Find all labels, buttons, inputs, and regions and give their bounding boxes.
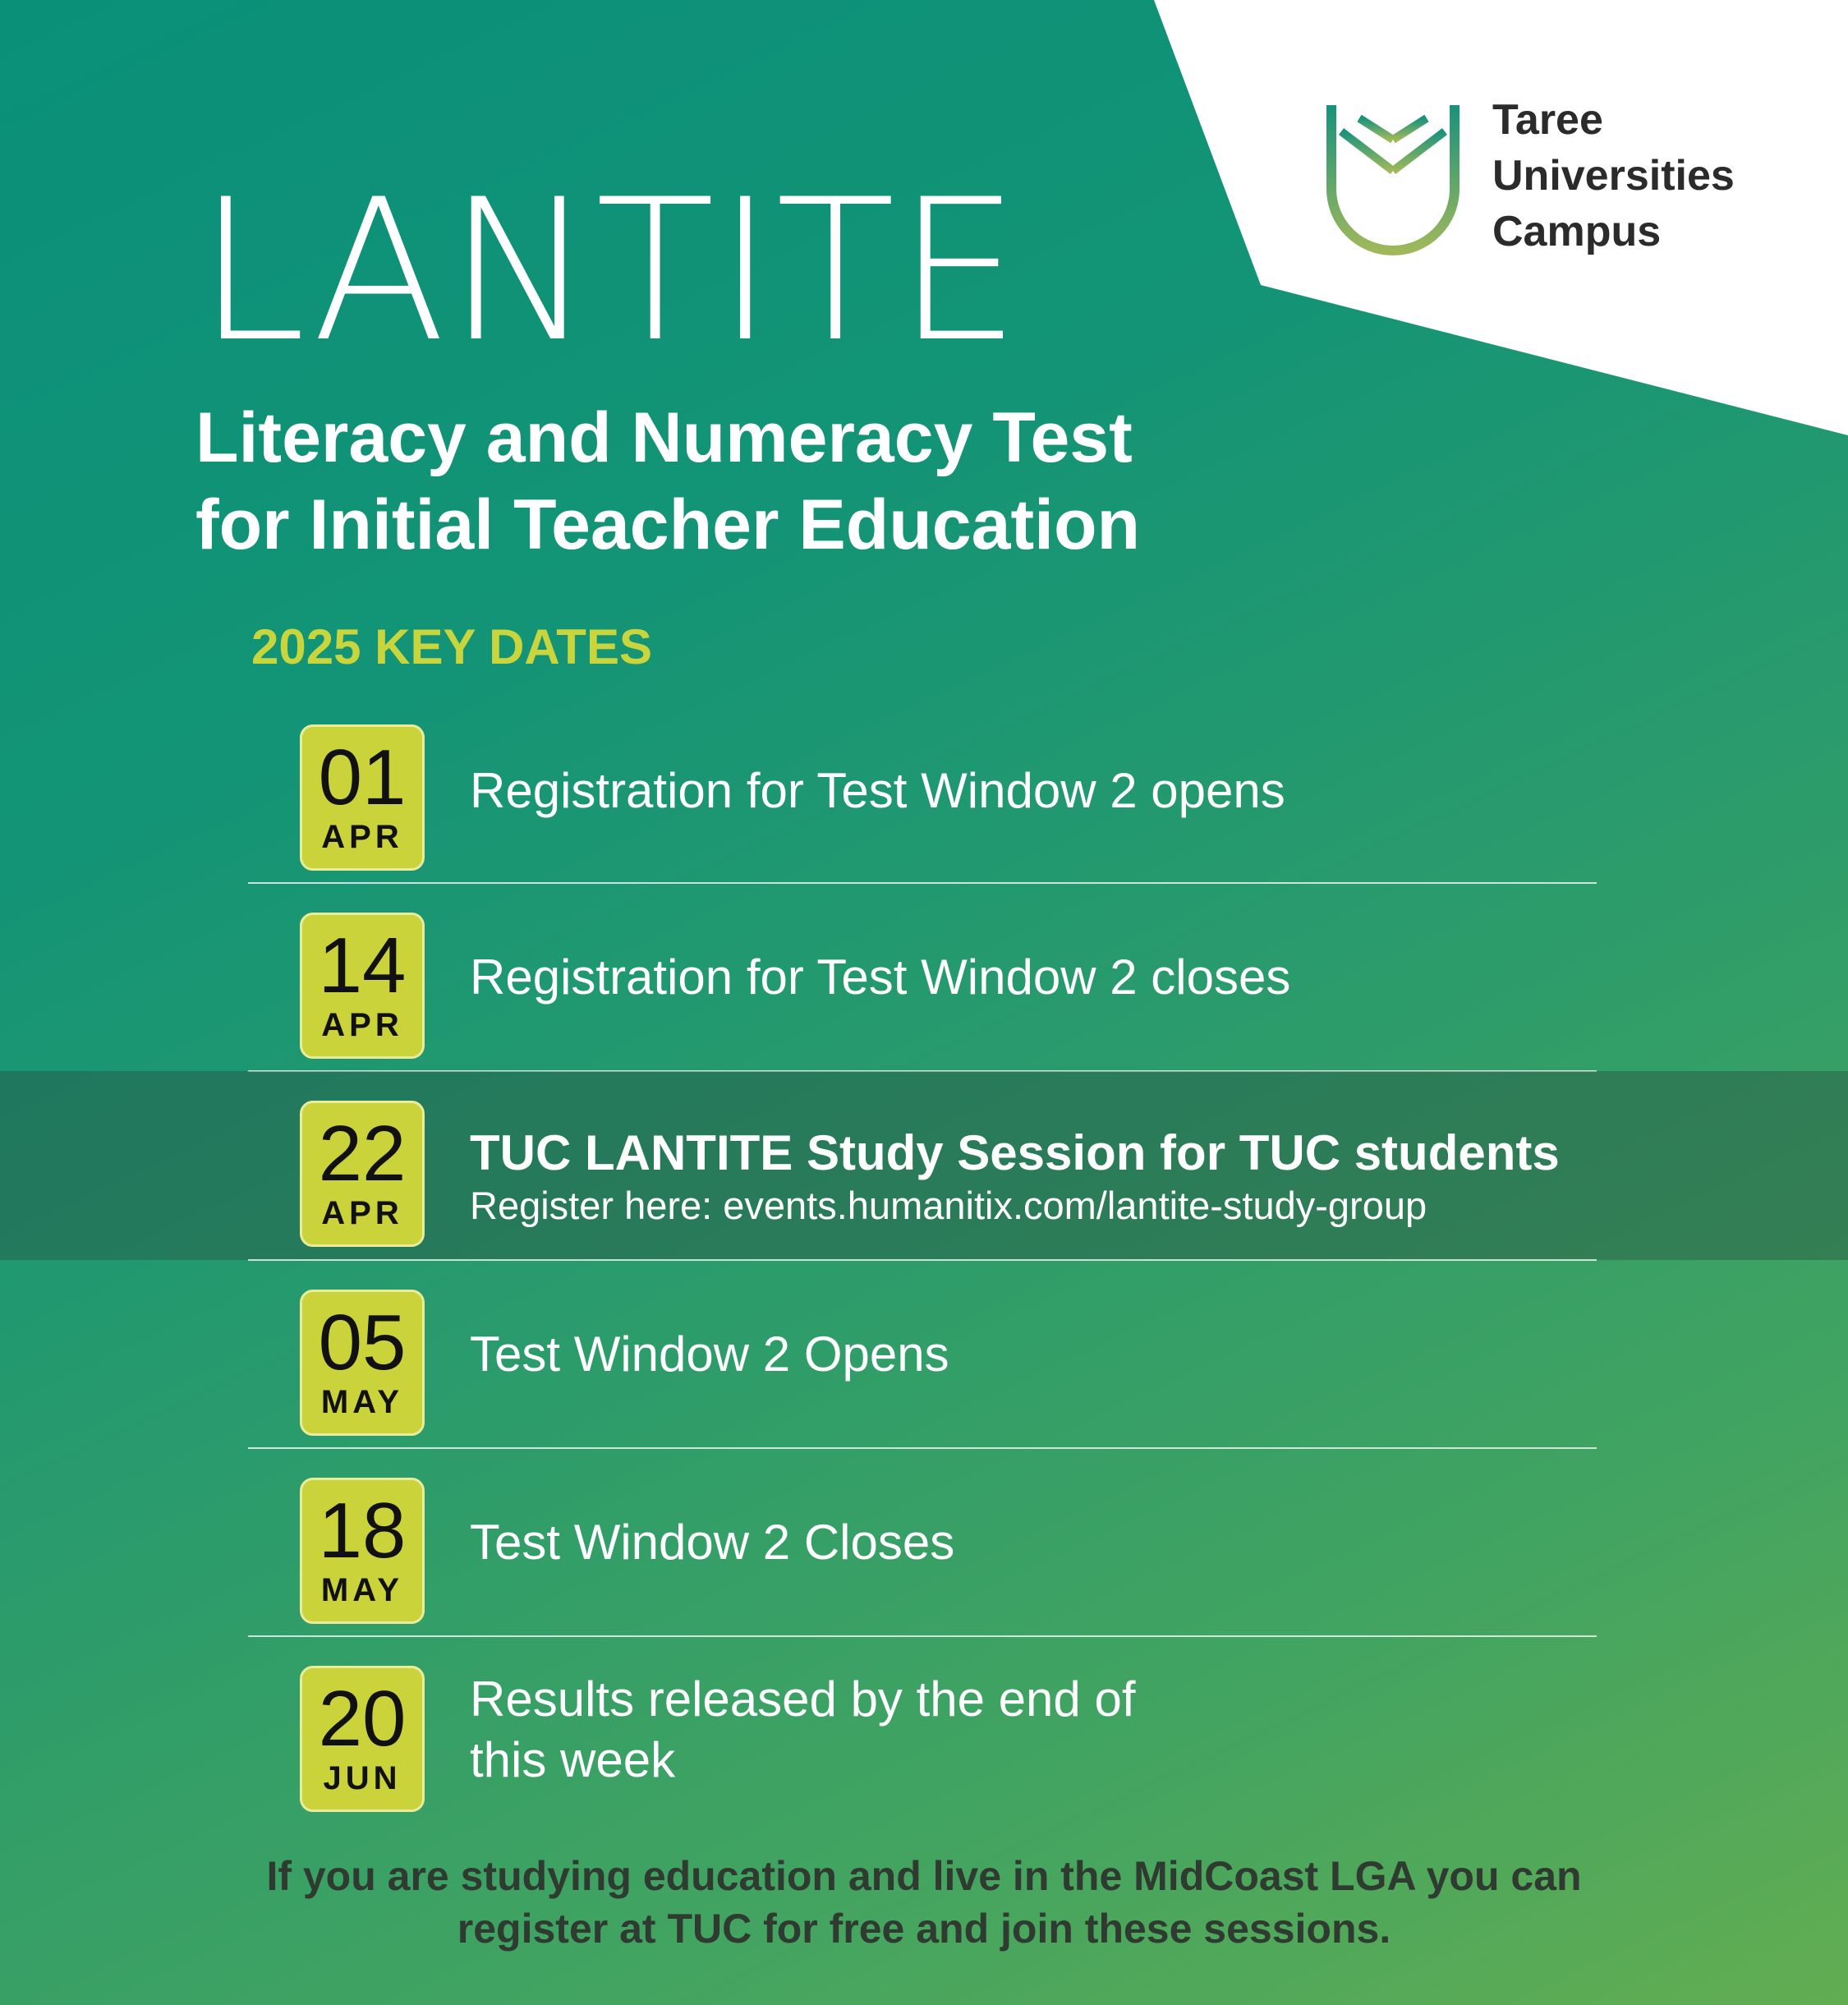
subtitle-line: Literacy and Numeracy Test bbox=[195, 398, 1133, 477]
date-day: 20 bbox=[318, 1675, 407, 1763]
date-month: MAY bbox=[320, 1384, 404, 1420]
event-row-highlight bbox=[0, 1071, 1848, 1260]
event-description-line: Results released by the end of bbox=[470, 1672, 1136, 1727]
date-day: 14 bbox=[318, 922, 407, 1009]
date-day: 05 bbox=[318, 1299, 407, 1386]
footer-line: register at TUC for free and join these sessions. bbox=[457, 1906, 1391, 1952]
key-dates-heading: 2025 KEY DATES bbox=[251, 619, 652, 674]
page-title: LANTITE bbox=[197, 158, 1023, 385]
event-title: TUC LANTITE Study Session for TUC students bbox=[470, 1125, 1560, 1180]
brand-name bbox=[1492, 92, 1735, 260]
date-month: JUN bbox=[323, 1760, 402, 1796]
date-month: APR bbox=[321, 1195, 403, 1231]
footer-note bbox=[0, 1850, 1848, 1955]
subtitle-line: for Initial Teacher Education bbox=[195, 485, 1141, 564]
date-badge bbox=[300, 1478, 425, 1624]
brand-name-line: Campus bbox=[1492, 208, 1662, 255]
event-description: Test Window 2 Opens bbox=[470, 1327, 949, 1382]
event-row bbox=[0, 695, 1848, 884]
event-row bbox=[0, 883, 1848, 1072]
event-description: Test Window 2 Closes bbox=[470, 1515, 955, 1570]
date-badge bbox=[300, 724, 425, 871]
event-row bbox=[0, 1260, 1848, 1449]
date-badge bbox=[300, 1666, 425, 1812]
date-badge bbox=[300, 1101, 425, 1247]
page-subtitle bbox=[195, 394, 1140, 568]
event-row bbox=[0, 1636, 1848, 1825]
footer-line: If you are studying education and live in the MidCoast LGA you can bbox=[266, 1853, 1582, 1899]
event-description-line: this week bbox=[470, 1732, 676, 1787]
date-day: 22 bbox=[318, 1110, 407, 1198]
event-row bbox=[0, 1448, 1848, 1637]
brand-name-line: Taree bbox=[1492, 96, 1603, 144]
date-day: 18 bbox=[318, 1487, 407, 1575]
tuc-tree-shield-icon bbox=[1326, 100, 1460, 256]
date-month: MAY bbox=[320, 1572, 404, 1608]
brand-name-line: Universities bbox=[1492, 152, 1735, 200]
event-description: Registration for Test Window 2 opens bbox=[470, 763, 1285, 818]
date-badge bbox=[300, 1290, 425, 1436]
date-month: APR bbox=[321, 819, 403, 855]
date-badge bbox=[300, 913, 425, 1059]
registration-link[interactable]: Register here: events.humanitix.com/lantite-study-group bbox=[470, 1184, 1427, 1227]
event-description: Registration for Test Window 2 closes bbox=[470, 950, 1291, 1005]
date-month: APR bbox=[321, 1007, 403, 1043]
date-day: 01 bbox=[318, 733, 407, 821]
